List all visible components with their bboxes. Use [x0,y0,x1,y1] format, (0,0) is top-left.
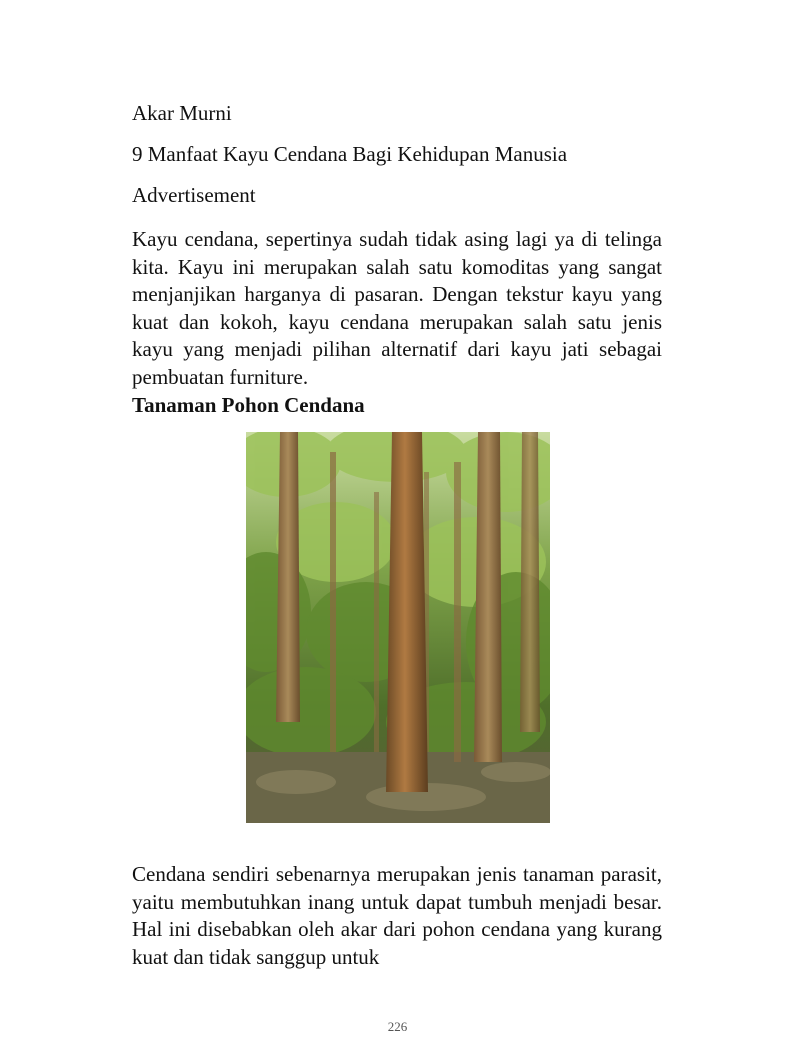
section-heading: Tanaman Pohon Cendana [132,393,365,417]
author-line: Akar Murni [132,101,232,125]
page-number: 226 [387,1019,408,1034]
body-paragraph: Cendana sendiri sebenarnya merupakan jenis tanaman parasit, yaitu membutuhkan inang untuk dapat tumbuh menjadi besar. Hal ini disebabkan oleh akar dari pohon cendana yang kurang kuat dan tidak sanggup untuk [132,862,662,969]
intro-paragraph: Kayu cendana, sepertinya sudah tidak asing lagi ya di telinga kita. Kayu ini merupakan salah satu komoditas yang sangat menjanjikan harganya di pasaran. Dengan tekstur kayu yang kuat dan kokoh, kayu cendana merupakan salah satu jenis kayu yang menjadi pilihan alternatif dari kayu jati sebagai pembuatan furniture. [132,227,662,389]
article-title: 9 Manfaat Kayu Cendana Bagi Kehidupan Manusia [132,142,568,166]
sandalwood-forest-photo [246,432,550,823]
advertisement-label: Advertisement [132,183,256,207]
